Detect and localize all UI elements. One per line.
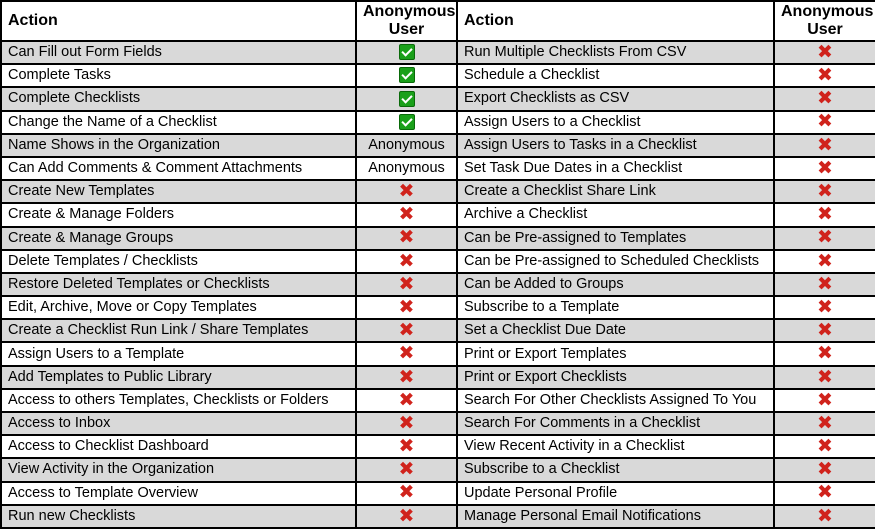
permission-denied [356, 366, 457, 389]
action-cell: Search For Comments in a Checklist [457, 412, 774, 435]
red-x-icon: ✖ [398, 249, 415, 272]
action-cell: Update Personal Profile [457, 482, 774, 505]
red-x-icon: ✖ [398, 342, 415, 365]
action-cell: Create & Manage Groups [1, 227, 356, 250]
table-row [1, 505, 875, 528]
action-cell: Assign Users to a Checklist [457, 111, 774, 134]
red-x-icon: ✖ [398, 296, 415, 318]
permission-allowed [356, 41, 457, 64]
table-row [1, 227, 875, 250]
red-x-icon: ✖ [398, 504, 415, 527]
red-x-icon: ✖ [398, 226, 415, 249]
action-cell: Create a Checklist Share Link [457, 180, 774, 203]
permission-value-text: Anonymous [368, 160, 445, 177]
permission-denied [356, 296, 457, 319]
table-row [1, 482, 875, 505]
action-cell: Archive a Checklist [457, 203, 774, 226]
table-row [1, 389, 875, 412]
action-cell: Access to Template Overview [1, 482, 356, 505]
red-x-icon: ✖ [817, 481, 833, 504]
permission-denied [774, 203, 875, 226]
red-x-icon: ✖ [398, 458, 415, 481]
red-x-icon: ✖ [817, 296, 833, 318]
permission-denied [356, 458, 457, 481]
red-x-icon: ✖ [817, 133, 833, 156]
permission-denied [356, 250, 457, 273]
red-x-icon: ✖ [817, 365, 833, 388]
action-cell: Can be Pre-assigned to Templates [457, 227, 774, 250]
permission-denied [774, 458, 875, 481]
red-x-icon: ✖ [817, 412, 833, 434]
red-x-icon: ✖ [398, 319, 415, 342]
red-x-icon: ✖ [817, 272, 833, 295]
permission-value [356, 157, 457, 180]
action-cell: Access to others Templates, Checklists or Folders [1, 389, 356, 412]
permission-denied [356, 482, 457, 505]
table-row [1, 87, 875, 110]
anonymous-header-line2: User [807, 21, 843, 38]
action-cell: Name Shows in the Organization [1, 134, 356, 157]
header-row [1, 1, 875, 41]
red-x-icon: ✖ [817, 504, 833, 527]
red-x-icon: ✖ [817, 226, 833, 249]
action-header-right: Action [457, 1, 774, 41]
anonymous-user-header-right [774, 1, 875, 41]
action-cell: Can be Added to Groups [457, 273, 774, 296]
action-cell: Complete Tasks [1, 64, 356, 87]
action-cell: Edit, Archive, Move or Copy Templates [1, 296, 356, 319]
table-row [1, 342, 875, 365]
permission-denied [774, 412, 875, 435]
permission-denied [774, 296, 875, 319]
red-x-icon: ✖ [817, 319, 833, 342]
permission-denied [774, 250, 875, 273]
action-cell: Access to Checklist Dashboard [1, 435, 356, 458]
action-cell: Access to Inbox [1, 412, 356, 435]
permission-denied [356, 180, 457, 203]
permission-denied [774, 111, 875, 134]
table-row [1, 41, 875, 64]
permission-denied [774, 64, 875, 87]
red-x-icon: ✖ [398, 435, 415, 458]
permission-denied [774, 180, 875, 203]
action-cell: Restore Deleted Templates or Checklists [1, 273, 356, 296]
action-cell: Delete Templates / Checklists [1, 250, 356, 273]
anonymous-header-line1: Anonymous [363, 3, 456, 20]
action-cell: Assign Users to a Template [1, 342, 356, 365]
action-cell: Run new Checklists [1, 505, 356, 528]
permission-denied [774, 319, 875, 342]
action-cell: Can Fill out Form Fields [1, 41, 356, 64]
red-x-icon: ✖ [817, 342, 833, 365]
red-x-icon: ✖ [398, 365, 415, 388]
permission-denied [356, 342, 457, 365]
red-x-icon: ✖ [398, 412, 415, 434]
red-x-icon: ✖ [817, 64, 833, 87]
green-check-icon [399, 67, 415, 83]
action-cell: Change the Name of a Checklist [1, 111, 356, 134]
permission-denied [356, 389, 457, 412]
permission-allowed [356, 87, 457, 110]
permission-denied [356, 505, 457, 528]
red-x-icon: ✖ [817, 249, 833, 272]
permission-denied [774, 41, 875, 64]
table-row [1, 366, 875, 389]
red-x-icon: ✖ [817, 110, 833, 133]
action-cell: Complete Checklists [1, 87, 356, 110]
permission-denied [774, 157, 875, 180]
red-x-icon: ✖ [817, 388, 833, 411]
table-row [1, 250, 875, 273]
red-x-icon: ✖ [398, 180, 415, 203]
permission-denied [774, 389, 875, 412]
red-x-icon: ✖ [817, 41, 833, 63]
permissions-body [1, 41, 875, 528]
table-row [1, 412, 875, 435]
anonymous-user-header-left [356, 1, 457, 41]
permission-denied [774, 273, 875, 296]
green-check-icon [399, 91, 415, 107]
permission-allowed [356, 111, 457, 134]
permission-denied [356, 435, 457, 458]
table-row [1, 64, 875, 87]
permission-denied [356, 227, 457, 250]
red-x-icon: ✖ [398, 272, 415, 295]
action-cell: Create a Checklist Run Link / Share Templates [1, 319, 356, 342]
permission-value-text: Anonymous [368, 136, 445, 153]
action-cell: View Activity in the Organization [1, 458, 356, 481]
permission-denied [774, 227, 875, 250]
table-row [1, 435, 875, 458]
table-row [1, 273, 875, 296]
action-cell: Run Multiple Checklists From CSV [457, 41, 774, 64]
red-x-icon: ✖ [398, 481, 415, 504]
action-cell: Can be Pre-assigned to Scheduled Checklists [457, 250, 774, 273]
table-row [1, 203, 875, 226]
permission-denied [774, 482, 875, 505]
action-cell: Subscribe to a Template [457, 296, 774, 319]
anonymous-header-line2: User [388, 21, 425, 38]
action-cell: Search For Other Checklists Assigned To You [457, 389, 774, 412]
permission-denied [774, 87, 875, 110]
permission-denied [356, 273, 457, 296]
permission-denied [774, 505, 875, 528]
permission-value [356, 134, 457, 157]
action-cell: Add Templates to Public Library [1, 366, 356, 389]
action-cell: Manage Personal Email Notifications [457, 505, 774, 528]
table-row [1, 111, 875, 134]
table-row [1, 157, 875, 180]
action-cell: Print or Export Checklists [457, 366, 774, 389]
green-check-icon [399, 114, 415, 130]
action-cell: Can Add Comments & Comment Attachments [1, 157, 356, 180]
red-x-icon: ✖ [817, 203, 833, 226]
action-cell: Set a Checklist Due Date [457, 319, 774, 342]
action-cell: Set Task Due Dates in a Checklist [457, 157, 774, 180]
red-x-icon: ✖ [817, 180, 833, 203]
action-cell: Export Checklists as CSV [457, 87, 774, 110]
green-check-icon [399, 44, 415, 60]
permission-denied [356, 203, 457, 226]
red-x-icon: ✖ [817, 435, 833, 458]
permission-denied [774, 342, 875, 365]
action-cell: Print or Export Templates [457, 342, 774, 365]
action-cell: View Recent Activity in a Checklist [457, 435, 774, 458]
permission-denied [774, 435, 875, 458]
table-row [1, 180, 875, 203]
red-x-icon: ✖ [817, 458, 833, 481]
action-cell: Create & Manage Folders [1, 203, 356, 226]
permission-denied [774, 134, 875, 157]
permission-denied [774, 366, 875, 389]
anonymous-header-line1: Anonymous [781, 3, 874, 20]
table-row [1, 296, 875, 319]
red-x-icon: ✖ [398, 203, 415, 226]
permission-allowed [356, 64, 457, 87]
table-row [1, 458, 875, 481]
permission-denied [356, 319, 457, 342]
action-cell: Create New Templates [1, 180, 356, 203]
action-cell: Schedule a Checklist [457, 64, 774, 87]
red-x-icon: ✖ [817, 87, 833, 110]
table-row [1, 134, 875, 157]
red-x-icon: ✖ [817, 156, 833, 179]
action-header-left: Action [1, 1, 356, 41]
permission-denied [356, 412, 457, 435]
action-cell: Subscribe to a Checklist [457, 458, 774, 481]
red-x-icon: ✖ [398, 388, 415, 411]
table-row [1, 319, 875, 342]
action-cell: Assign Users to Tasks in a Checklist [457, 134, 774, 157]
